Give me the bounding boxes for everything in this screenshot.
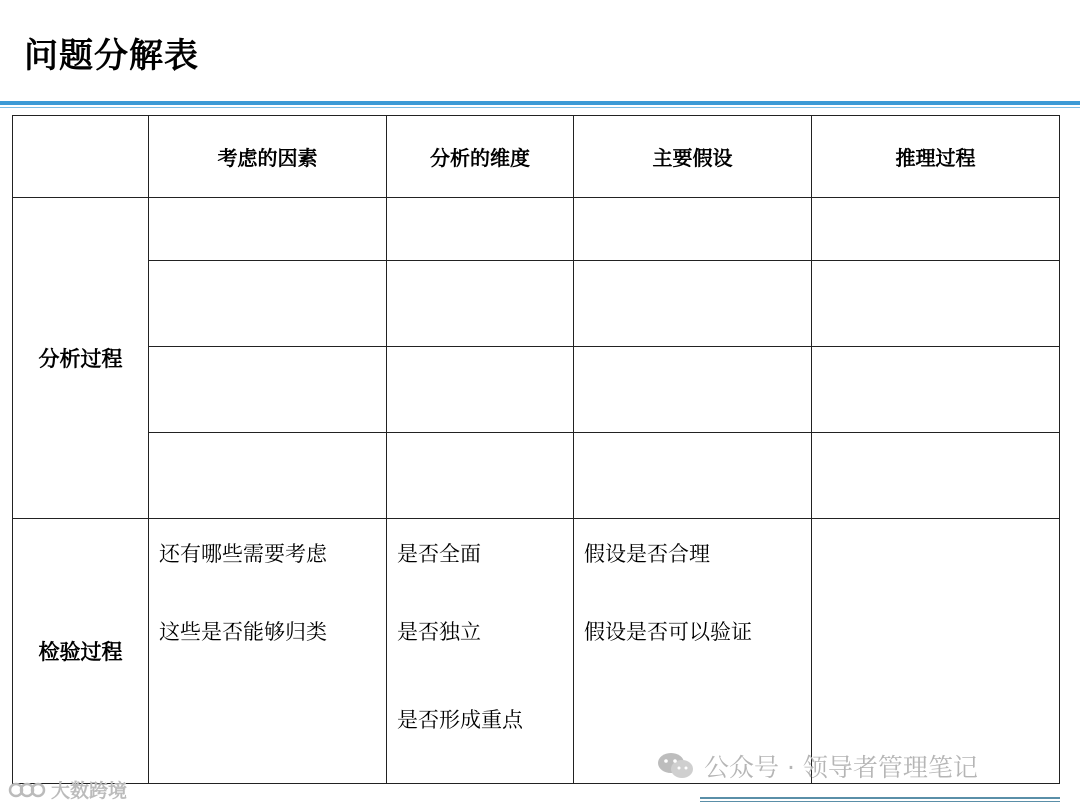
table-cell — [574, 261, 812, 347]
watermark-text: 公众号 · 领导者管理笔记 — [704, 753, 978, 782]
check-item: 还有哪些需要考虑 — [159, 542, 327, 566]
analysis-row — [13, 198, 1060, 261]
table-cell — [387, 261, 574, 347]
check-item: 假设是否可以验证 — [584, 620, 752, 644]
check-item: 是否全面 — [397, 542, 481, 566]
table-cell — [149, 261, 387, 347]
title-rule-thin — [0, 107, 1080, 108]
watermark — [656, 748, 978, 784]
decomposition-table — [12, 115, 1060, 784]
check-item: 是否独立 — [397, 620, 481, 644]
table-cell — [149, 347, 387, 433]
analysis-row — [13, 347, 1060, 433]
table-cell — [149, 198, 387, 261]
check-dimensions-cell — [387, 519, 574, 784]
check-row — [13, 519, 1060, 784]
title-rule — [0, 101, 1080, 105]
header-assumptions: 主要假设 — [574, 116, 812, 198]
check-reasoning-cell — [812, 519, 1060, 784]
table-cell — [574, 347, 812, 433]
corner-logo — [8, 776, 127, 803]
header-dimensions: 分析的维度 — [387, 116, 574, 198]
table-cell — [387, 198, 574, 261]
check-assumptions-cell — [574, 519, 812, 784]
check-process-label: 检验过程 — [13, 519, 149, 784]
table-cell — [574, 433, 812, 519]
header-reasoning: 推理过程 — [812, 116, 1060, 198]
header-row — [13, 116, 1060, 198]
table-cell — [387, 433, 574, 519]
table-cell — [812, 347, 1060, 433]
check-item: 是否形成重点 — [397, 708, 523, 732]
check-item: 这些是否能够归类 — [159, 620, 327, 644]
page-title: 问题分解表 — [24, 36, 199, 76]
table-cell — [149, 433, 387, 519]
footer-rule — [700, 797, 1060, 799]
table-cell — [574, 198, 812, 261]
analysis-process-label: 分析过程 — [13, 198, 149, 519]
header-factors: 考虑的因素 — [149, 116, 387, 198]
table-cell — [387, 347, 574, 433]
table-cell — [812, 198, 1060, 261]
analysis-row — [13, 433, 1060, 519]
brand-logo-icon — [8, 779, 46, 801]
analysis-row — [13, 261, 1060, 347]
table-cell — [812, 433, 1060, 519]
footer-rule-thin — [700, 801, 1060, 802]
check-item: 假设是否合理 — [584, 542, 710, 566]
wechat-icon — [656, 751, 696, 781]
table-cell — [812, 261, 1060, 347]
header-corner-cell — [13, 116, 149, 198]
corner-logo-text: 大数跨境 — [51, 780, 128, 802]
check-factors-cell — [149, 519, 387, 784]
